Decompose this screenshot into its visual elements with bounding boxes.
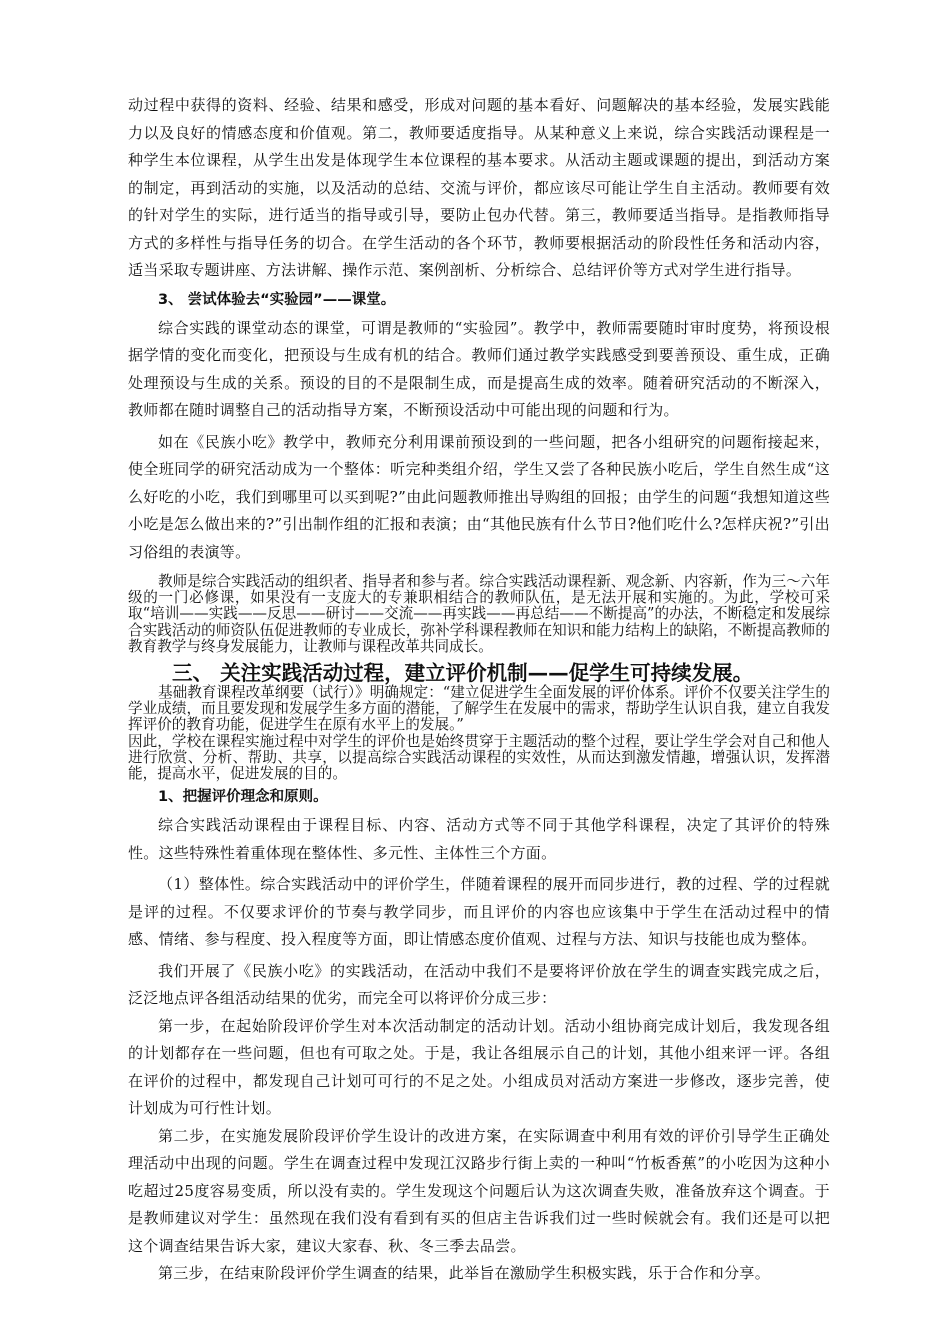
paragraph-particularity: 综合实践活动课程由于课程目标、内容、活动方式等不同于其他学科课程，决定了其评价的特殊性。这些特殊性着重体现在整体性、多元性、主体性三个方面。 [128,816,830,862]
paragraph-curriculum-outline: 基础教育课程改革纲要（试行）》明确规定：“建立促进学生全面发展的评价体系。评价不仅要关注学生的学业成绩，而且要发现和发展学生多方面的潜能，了解学生在发展中的需求，帮助学生认识自我，建立自我发挥评价的教育功能，促进学生在原有水平上的发展。” [128,684,830,734]
heading-lab-classroom: 3、 尝试体验去“实验园”——课堂。 [158,291,396,308]
section-heading-evaluation: 三、 关注实践活动过程，建立评价机制——促学生可持续发展。 [172,661,754,686]
paragraph-three-steps: 我们开展了《民族小吃》的实践活动，在活动中我们不是要将评价放在学生的调查实践完成之后，泛泛地点评各组活动结果的优劣，而完全可以将评价分成三步： [128,961,830,1008]
paragraph-wholeness: （1）整体性。综合实践活动中的评价学生，伴随着课程的展开而同步进行，教的过程、学的过程就是评的过程。不仅要求评价的节奏与教学同步，而且评价的内容也应该集中于学生在活动过程中的情感、情绪、参与程度、投入程度等方面，即让情感态度价值观、过程与方法、知识与技能也成为整体。 [128,875,830,949]
paragraph-guidance: 动过程中获得的资料、经验、结果和感受，形成对问题的基本看好、问题解决的基本经验，发展实践能力以及良好的情感态度和价值观。第二，教师要适度指导。从某种意义上来说，综合实践活动课程是一种学生本位课程，从学生出发是体现学生本位课程的基本要求。从活动主题或课题的提出，到活动方案的制定，再到活动的实施，以及活动的总结、交流与评价，都应该尽可能让学生自主活动。教师要有效的针对学生的实际，进行适当的指导或引导，要防止包办代替。第三，教师要适当指导。是指教师指导方式的多样性与指导任务的切合。在学生活动的各个环节，教师要根据活动的阶段性任务和活动内容，适当采取专题讲座、方法讲解、操作示范、案例剖析、分析综合、总结评价等方式对学生进行指导。 [128,96,830,279]
paragraph-teacher-team: 教师是综合实践活动的组织者、指导者和参与者。综合实践活动课程新、观念新、内容新，作为三～六年级的一门必修课，如果没有一支庞大的专兼职相结合的教师队伍，是无法开展和实施的。为此，学校可采取“培训——实践——反思——研讨——交流——再实践——再总结——不断提高”的办法，不断稳定和发展综合实践活动的师资队伍促进教师的专业成长，弥补学科课程教师在知识和能力结构上的缺陷，不断提高教师的教育教学与终身发展能力，让教师与课程改革共同成长。 [128,573,830,655]
paragraph-step-two: 第二步，在实施发展阶段评价学生设计的改进方案，在实际调查中利用有效的评价引导学生正确处理活动中出现的问题。学生在调查过程中发现江汉路步行街上卖的一种叫“竹板香蕉”的小吃因为这种小吃超过25度容易变质，所以没有卖的。学生发现这个问题后认为这次调查失败，准备放弃这个调查。于是教师建议对学生：虽然现在我们没有看到有买的但店主告诉我们过一些时候就会有。我们还是可以把这个调查结果告诉大家，建议大家春、秋、冬三季去品尝。 [128,1126,830,1255]
paragraph-step-three: 第三步，在结束阶段评价学生调查的结果，此举旨在激励学生积极实践，乐于合作和分享。 [158,1264,771,1283]
paragraph-ethnic-snacks-example: 如在《民族小吃》教学中，教师充分利用课前预设到的一些问题，把各小组研究的问题衔接起来，使全班同学的研究活动成为一个整体：听完种类组介绍，学生又尝了各种民族小吃后，学生自然生成“这么好吃的小吃，我们到哪里可以买到呢?”由此问题教师推出导购组的回报；由学生的问题“我想知道这些小吃是怎么做出来的?”引出制作组的汇报和表演；由“其他民族有什么节日?他们吃什么?怎样庆祝?”引出习俗组的表演等。 [128,432,830,561]
paragraph-step-one: 第一步，在起始阶段评价学生对本次活动制定的活动计划。活动小组协商完成计划后，我发现各组的计划都存在一些问题，但也有可取之处。于是，我让各组展示自己的计划，其他小组来评一评。各组在评价的过程中，都发现自己计划可可行的不足之处。小组成员对活动方案进一步修改，逐步完善，使计划成为可行性计划。 [128,1016,830,1118]
paragraph-classroom-lab: 综合实践的课堂动态的课堂，可谓是教师的“实验园”。教学中，教师需要随时审时度势，将预设根据学情的变化而变化，把预设与生成有机的结合。教师们通过教学实践感受到要善预设、重生成，正确处理预设与生成的关系。预设的目的不是限制生成，而是提高生成的效率。随着研究活动的不断深入，教师都在随时调整自己的活动指导方案，不断预设活动中可能出现的问题和行为。 [128,318,830,419]
paragraph-therefore: 因此，学校在课程实施过程中对学生的评价也是始终贯穿于主题活动的整个过程，要让学生学会对自己和他人进行欣赏、分析、帮助、共享，以提高综合实践活动课程的实效性，从而达到激发情趣，增强认识，发挥潜能，提高水平，促进发展的目的。 [128,732,830,783]
heading-evaluation-principles: 1、把握评价理念和原则。 [158,789,328,806]
